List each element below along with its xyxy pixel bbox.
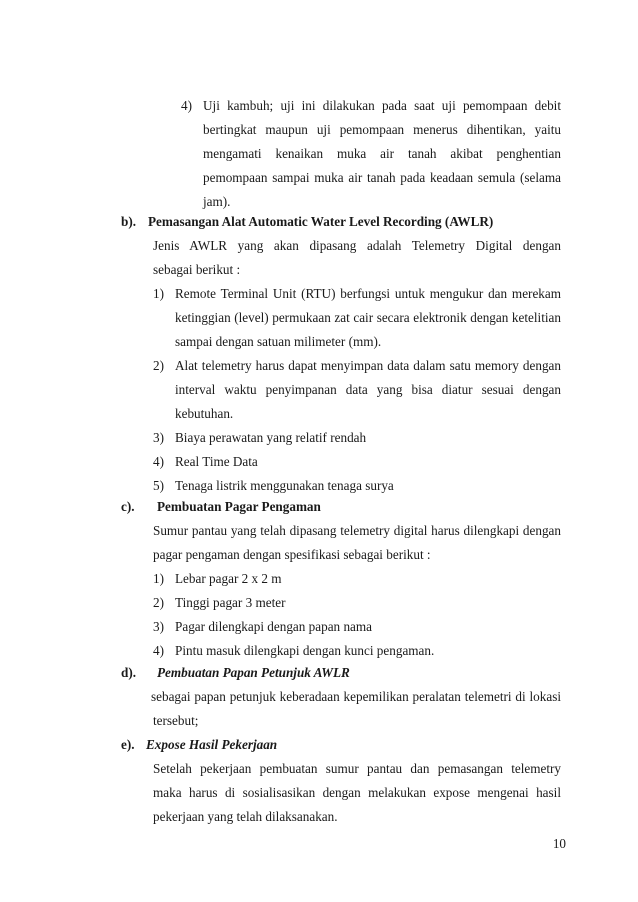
paragraph-line: jam). bbox=[203, 194, 231, 209]
paragraph-line: sebagai papan petunjuk keberadaan kepemilikan peralatan telemetri di lokasi bbox=[151, 689, 561, 704]
paragraph-line: maka harus di sosialisasikan dengan melakukan expose mengenai hasil bbox=[153, 785, 561, 800]
paragraph-line: kebutuhan. bbox=[175, 406, 234, 421]
list-number: 2) bbox=[153, 358, 164, 373]
list-item: Lebar pagar 2 x 2 m bbox=[175, 571, 282, 586]
paragraph-line: Uji kambuh; uji ini dilakukan pada saat uji pemompaan debit bbox=[203, 98, 561, 113]
list-number: 4) bbox=[153, 454, 164, 469]
list-item: Biaya perawatan yang relatif rendah bbox=[175, 430, 367, 445]
paragraph-line: mengamati kenaikan muka air tanah akibat penghentian bbox=[203, 146, 561, 161]
paragraph-line: pemompaan sampai muka air tanah pada keadaan semula (selama bbox=[203, 170, 561, 185]
list-number: 4) bbox=[153, 643, 164, 658]
paragraph-line: Alat telemetry harus dapat menyimpan data dalam satu memory dengan bbox=[175, 358, 561, 373]
section-marker-e: e). bbox=[121, 737, 135, 752]
page-number: 10 bbox=[552, 836, 566, 851]
paragraph-line: pekerjaan yang telah dilaksanakan. bbox=[153, 809, 338, 824]
list-item: Pagar dilengkapi dengan papan nama bbox=[175, 619, 373, 634]
list-item: Tenaga listrik menggunakan tenaga surya bbox=[175, 478, 394, 493]
list-number: 4) bbox=[181, 98, 192, 113]
paragraph-line: sebagai berikut : bbox=[153, 262, 241, 277]
paragraph-line: sampai dengan satuan milimeter (mm). bbox=[175, 334, 382, 349]
paragraph-line: Remote Terminal Unit (RTU) berfungsi untuk mengukur dan merekam bbox=[175, 286, 561, 301]
list-number: 1) bbox=[153, 286, 164, 301]
paragraph-line: Sumur pantau yang telah dipasang telemetry digital harus dilengkapi dengan bbox=[153, 523, 561, 538]
list-number: 3) bbox=[153, 619, 164, 634]
paragraph-line: ketinggian (level) permukaan zat cair secara elektronik dengan ketelitian bbox=[175, 310, 561, 325]
paragraph-line: tersebut; bbox=[153, 713, 199, 728]
section-marker-b: b). bbox=[121, 214, 137, 229]
list-item: Real Time Data bbox=[175, 454, 258, 469]
list-item: Pintu masuk dilengkapi dengan kunci pengaman. bbox=[175, 643, 435, 658]
paragraph-line: Jenis AWLR yang akan dipasang adalah Telemetry Digital dengan bbox=[153, 238, 561, 253]
section-heading-b: Pemasangan Alat Automatic Water Level Recording (AWLR) bbox=[148, 214, 494, 229]
list-number: 2) bbox=[153, 595, 164, 610]
paragraph-line: Setelah pekerjaan pembuatan sumur pantau dan pemasangan telemetry bbox=[153, 761, 561, 776]
paragraph-line: interval waktu penyimpanan data yang bisa diatur sesuai dengan bbox=[175, 382, 561, 397]
list-number: 1) bbox=[153, 571, 164, 586]
list-item: Tinggi pagar 3 meter bbox=[175, 595, 286, 610]
section-heading-e: Expose Hasil Pekerjaan bbox=[146, 737, 278, 752]
section-heading-c: Pembuatan Pagar Pengaman bbox=[157, 499, 321, 514]
section-marker-d: d). bbox=[121, 665, 137, 680]
list-number: 5) bbox=[153, 478, 164, 493]
paragraph-line: bertingkat maupun uji pemompaan menerus dihentikan, yaitu bbox=[203, 122, 561, 137]
list-number: 3) bbox=[153, 430, 164, 445]
section-heading-d: Pembuatan Papan Petunjuk AWLR bbox=[157, 665, 350, 680]
paragraph-line: pagar pengaman dengan spesifikasi sebagai berikut : bbox=[153, 547, 431, 562]
section-marker-c: c). bbox=[121, 499, 135, 514]
